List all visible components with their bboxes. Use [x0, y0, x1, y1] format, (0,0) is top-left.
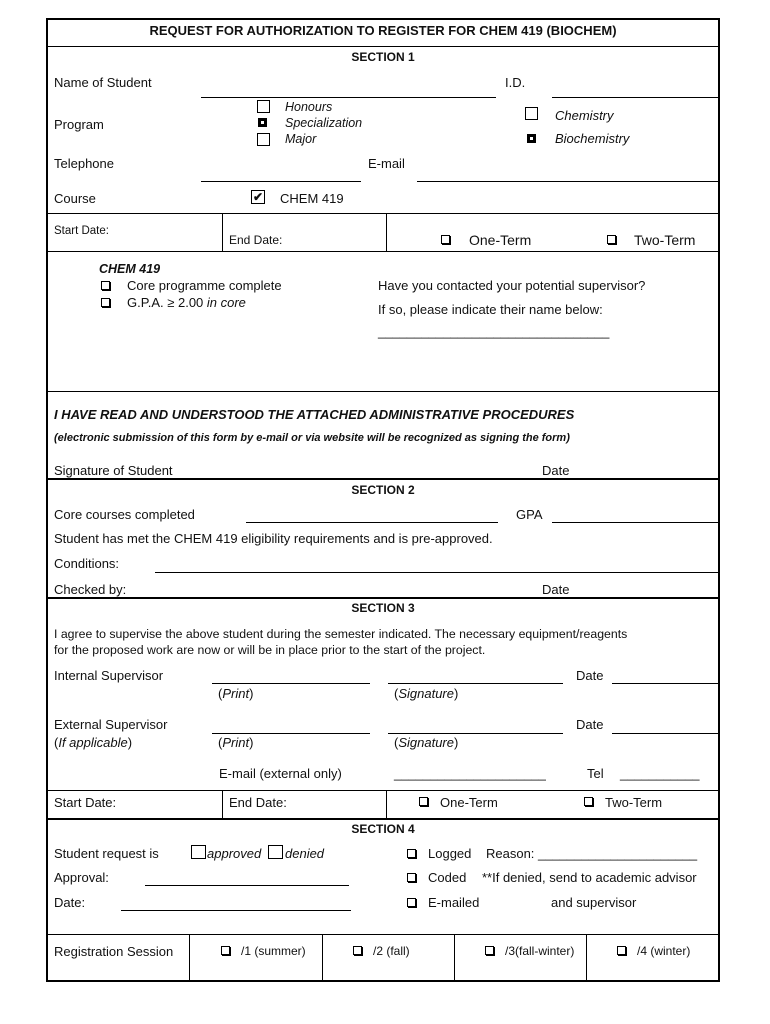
core-courses-field[interactable]: [246, 522, 498, 523]
divider: [222, 790, 223, 818]
major-label: Major: [285, 132, 317, 146]
major-checkbox[interactable]: [257, 133, 270, 146]
start-date-label: Start Date:: [54, 225, 109, 237]
s3-start-date-label: Start Date:: [54, 795, 117, 810]
name-label: Name of Student: [54, 75, 152, 90]
section-3-heading: SECTION 3: [351, 601, 415, 615]
approved-checkbox[interactable]: [191, 845, 206, 859]
reason-label: Reason:: [486, 846, 535, 861]
denied-label: denied: [285, 846, 325, 861]
conditions-label: Conditions:: [54, 556, 120, 571]
internal-date-field[interactable]: [612, 683, 720, 684]
honours-label: Honours: [285, 100, 333, 114]
student-date-label: Date: [542, 463, 570, 478]
external-signature-field[interactable]: [388, 733, 563, 734]
section-divider: [46, 478, 720, 480]
chem-heading: CHEM 419: [99, 262, 161, 276]
divider: [386, 790, 387, 818]
approval-label: Approval:: [54, 870, 109, 885]
registration-session-label: Registration Session: [54, 944, 174, 959]
id-field[interactable]: [552, 97, 720, 98]
session-summer-label: /1 (summer): [241, 944, 306, 958]
tel-label: Tel: [587, 766, 604, 781]
divider: [46, 934, 720, 935]
declaration: I HAVE READ AND UNDERSTOOD THE ATTACHED ADMINISTRATIVE PROCEDURES: [54, 407, 575, 422]
section-divider: [46, 597, 720, 599]
course-value: CHEM 419: [280, 191, 344, 206]
biochemistry-checkbox[interactable]: [527, 134, 536, 143]
supervisor-question: Have you contacted your potential supervisor?: [378, 278, 646, 293]
divider: [454, 934, 455, 980]
two-term-checkbox[interactable]: [607, 235, 616, 244]
program-label: Program: [54, 117, 104, 132]
external-signature-hint: (Signature): [394, 735, 459, 750]
name-field[interactable]: [201, 97, 496, 98]
coded-checkbox[interactable]: [407, 873, 416, 882]
two-term-label: Two-Term: [634, 232, 696, 248]
internal-signature-field[interactable]: [388, 683, 563, 684]
session-fall-checkbox[interactable]: [353, 946, 362, 955]
declaration-note: (electronic submission of this form by e-mail or via website will be recognized as signing the form): [54, 432, 570, 444]
one-term-label: One-Term: [469, 232, 532, 248]
agreement-line-1: I agree to supervise the above student during the semester indicated. The necessary equipment/reagents: [54, 627, 628, 641]
section-divider: [46, 818, 720, 820]
supervisor-name-field[interactable]: ________________________________: [378, 324, 610, 339]
gpa-requirement-text: G.P.A. ≥ 2.00: [127, 295, 207, 310]
core-complete-label: Core programme complete: [127, 278, 282, 293]
divider: [46, 391, 720, 392]
gpa-checkbox[interactable]: [101, 298, 110, 307]
course-checkbox[interactable]: ✔: [252, 190, 264, 204]
session-fall-label: /2 (fall): [373, 944, 410, 958]
divider: [46, 790, 720, 791]
s3-one-term-checkbox[interactable]: [419, 797, 428, 806]
denied-note-2: and supervisor: [551, 895, 637, 910]
divider: [386, 213, 387, 251]
divider: [322, 934, 323, 980]
request-status-label: Student request is: [54, 846, 159, 861]
form-title: REQUEST FOR AUTHORIZATION TO REGISTER FOR CHEM 419 (BIOCHEM): [149, 23, 617, 38]
eligibility-statement: Student has met the CHEM 419 eligibility requirements and is pre-approved.: [54, 531, 493, 546]
chemistry-checkbox[interactable]: [525, 107, 538, 120]
biochemistry-label: Biochemistry: [555, 131, 630, 146]
divider: [189, 934, 190, 980]
reason-field[interactable]: ______________________: [538, 846, 698, 861]
external-print-field[interactable]: [212, 733, 370, 734]
divider: [46, 46, 720, 47]
gpa-label: GPA: [516, 507, 543, 522]
end-date-label: End Date:: [229, 233, 283, 247]
internal-print-hint: (Print): [218, 686, 254, 701]
tel-field[interactable]: ___________: [620, 766, 700, 781]
approved-label: approved: [207, 846, 262, 861]
email-label: E-mail: [368, 156, 405, 171]
s3-two-term-checkbox[interactable]: [584, 797, 593, 806]
divider: [222, 213, 223, 251]
if-applicable-hint: (If applicable): [54, 735, 133, 750]
id-label: I.D.: [505, 75, 526, 90]
gpa-requirement: [127, 295, 246, 310]
telephone-label: Telephone: [54, 156, 114, 171]
core-complete-checkbox[interactable]: [101, 281, 110, 290]
supervisor-hint: If so, please indicate their name below:: [378, 302, 603, 317]
conditions-field[interactable]: [155, 572, 720, 573]
session-winter-label: /4 (winter): [637, 944, 691, 958]
checked-date-label: Date: [542, 582, 570, 597]
denied-note: **If denied, send to academic advisor: [482, 870, 697, 885]
print-text: Print: [222, 735, 250, 750]
student-signature-label: Signature of Student: [54, 463, 173, 478]
s3-one-term-label: One-Term: [440, 795, 498, 810]
if-applicable-text: If applicable: [58, 735, 128, 750]
honours-checkbox[interactable]: [257, 100, 270, 113]
signature-text: Signature: [398, 686, 454, 701]
one-term-checkbox[interactable]: [441, 235, 450, 244]
external-email-field[interactable]: _____________________: [394, 766, 546, 781]
approval-field[interactable]: [145, 885, 349, 886]
external-date-label: Date: [576, 717, 604, 732]
external-date-field[interactable]: [612, 733, 720, 734]
internal-supervisor-label: Internal Supervisor: [54, 668, 164, 683]
external-print-hint: (Print): [218, 735, 254, 750]
session-fall-winter-checkbox[interactable]: [485, 946, 494, 955]
internal-signature-hint: (Signature): [394, 686, 459, 701]
email-field[interactable]: [417, 181, 720, 182]
session-fall-winter-label: /3(fall-winter): [505, 944, 575, 958]
external-email-label: E-mail (external only): [219, 766, 342, 781]
session-winter-checkbox[interactable]: [617, 946, 626, 955]
chemistry-label: Chemistry: [555, 108, 614, 123]
logged-checkbox[interactable]: [407, 849, 416, 858]
course-label: Course: [54, 191, 96, 206]
specialization-label: Specialization: [285, 116, 363, 130]
s3-end-date-label: End Date:: [229, 795, 287, 810]
emailed-checkbox[interactable]: [407, 898, 416, 907]
core-courses-label: Core courses completed: [54, 507, 195, 522]
s4-date-label: Date:: [54, 895, 86, 910]
gpa-field[interactable]: [552, 522, 720, 523]
divider: [46, 213, 720, 214]
external-supervisor-label: External Supervisor: [54, 717, 168, 732]
s4-date-field[interactable]: [121, 910, 351, 911]
session-summer-checkbox[interactable]: [221, 946, 230, 955]
signature-text: Signature: [398, 735, 454, 750]
internal-print-field[interactable]: [212, 683, 370, 684]
section-4-heading: SECTION 4: [351, 822, 415, 836]
coded-label: Coded: [428, 870, 467, 885]
logged-label: Logged: [428, 846, 472, 861]
emailed-label: E-mailed: [428, 895, 480, 910]
section-1-heading: SECTION 1: [351, 50, 415, 64]
gpa-requirement-suffix: in core: [206, 295, 246, 310]
divider: [586, 934, 587, 980]
section-2-heading: SECTION 2: [351, 483, 415, 497]
divider: [46, 251, 720, 252]
denied-checkbox[interactable]: [268, 845, 283, 859]
agreement-line-2: for the proposed work are now or will be in place prior to the start of the project.: [54, 643, 486, 657]
specialization-checkbox[interactable]: [258, 118, 267, 127]
checked-by-label: Checked by:: [54, 582, 127, 597]
telephone-field[interactable]: [201, 181, 361, 182]
internal-date-label: Date: [576, 668, 604, 683]
print-text: Print: [222, 686, 250, 701]
s3-two-term-label: Two-Term: [605, 795, 663, 810]
